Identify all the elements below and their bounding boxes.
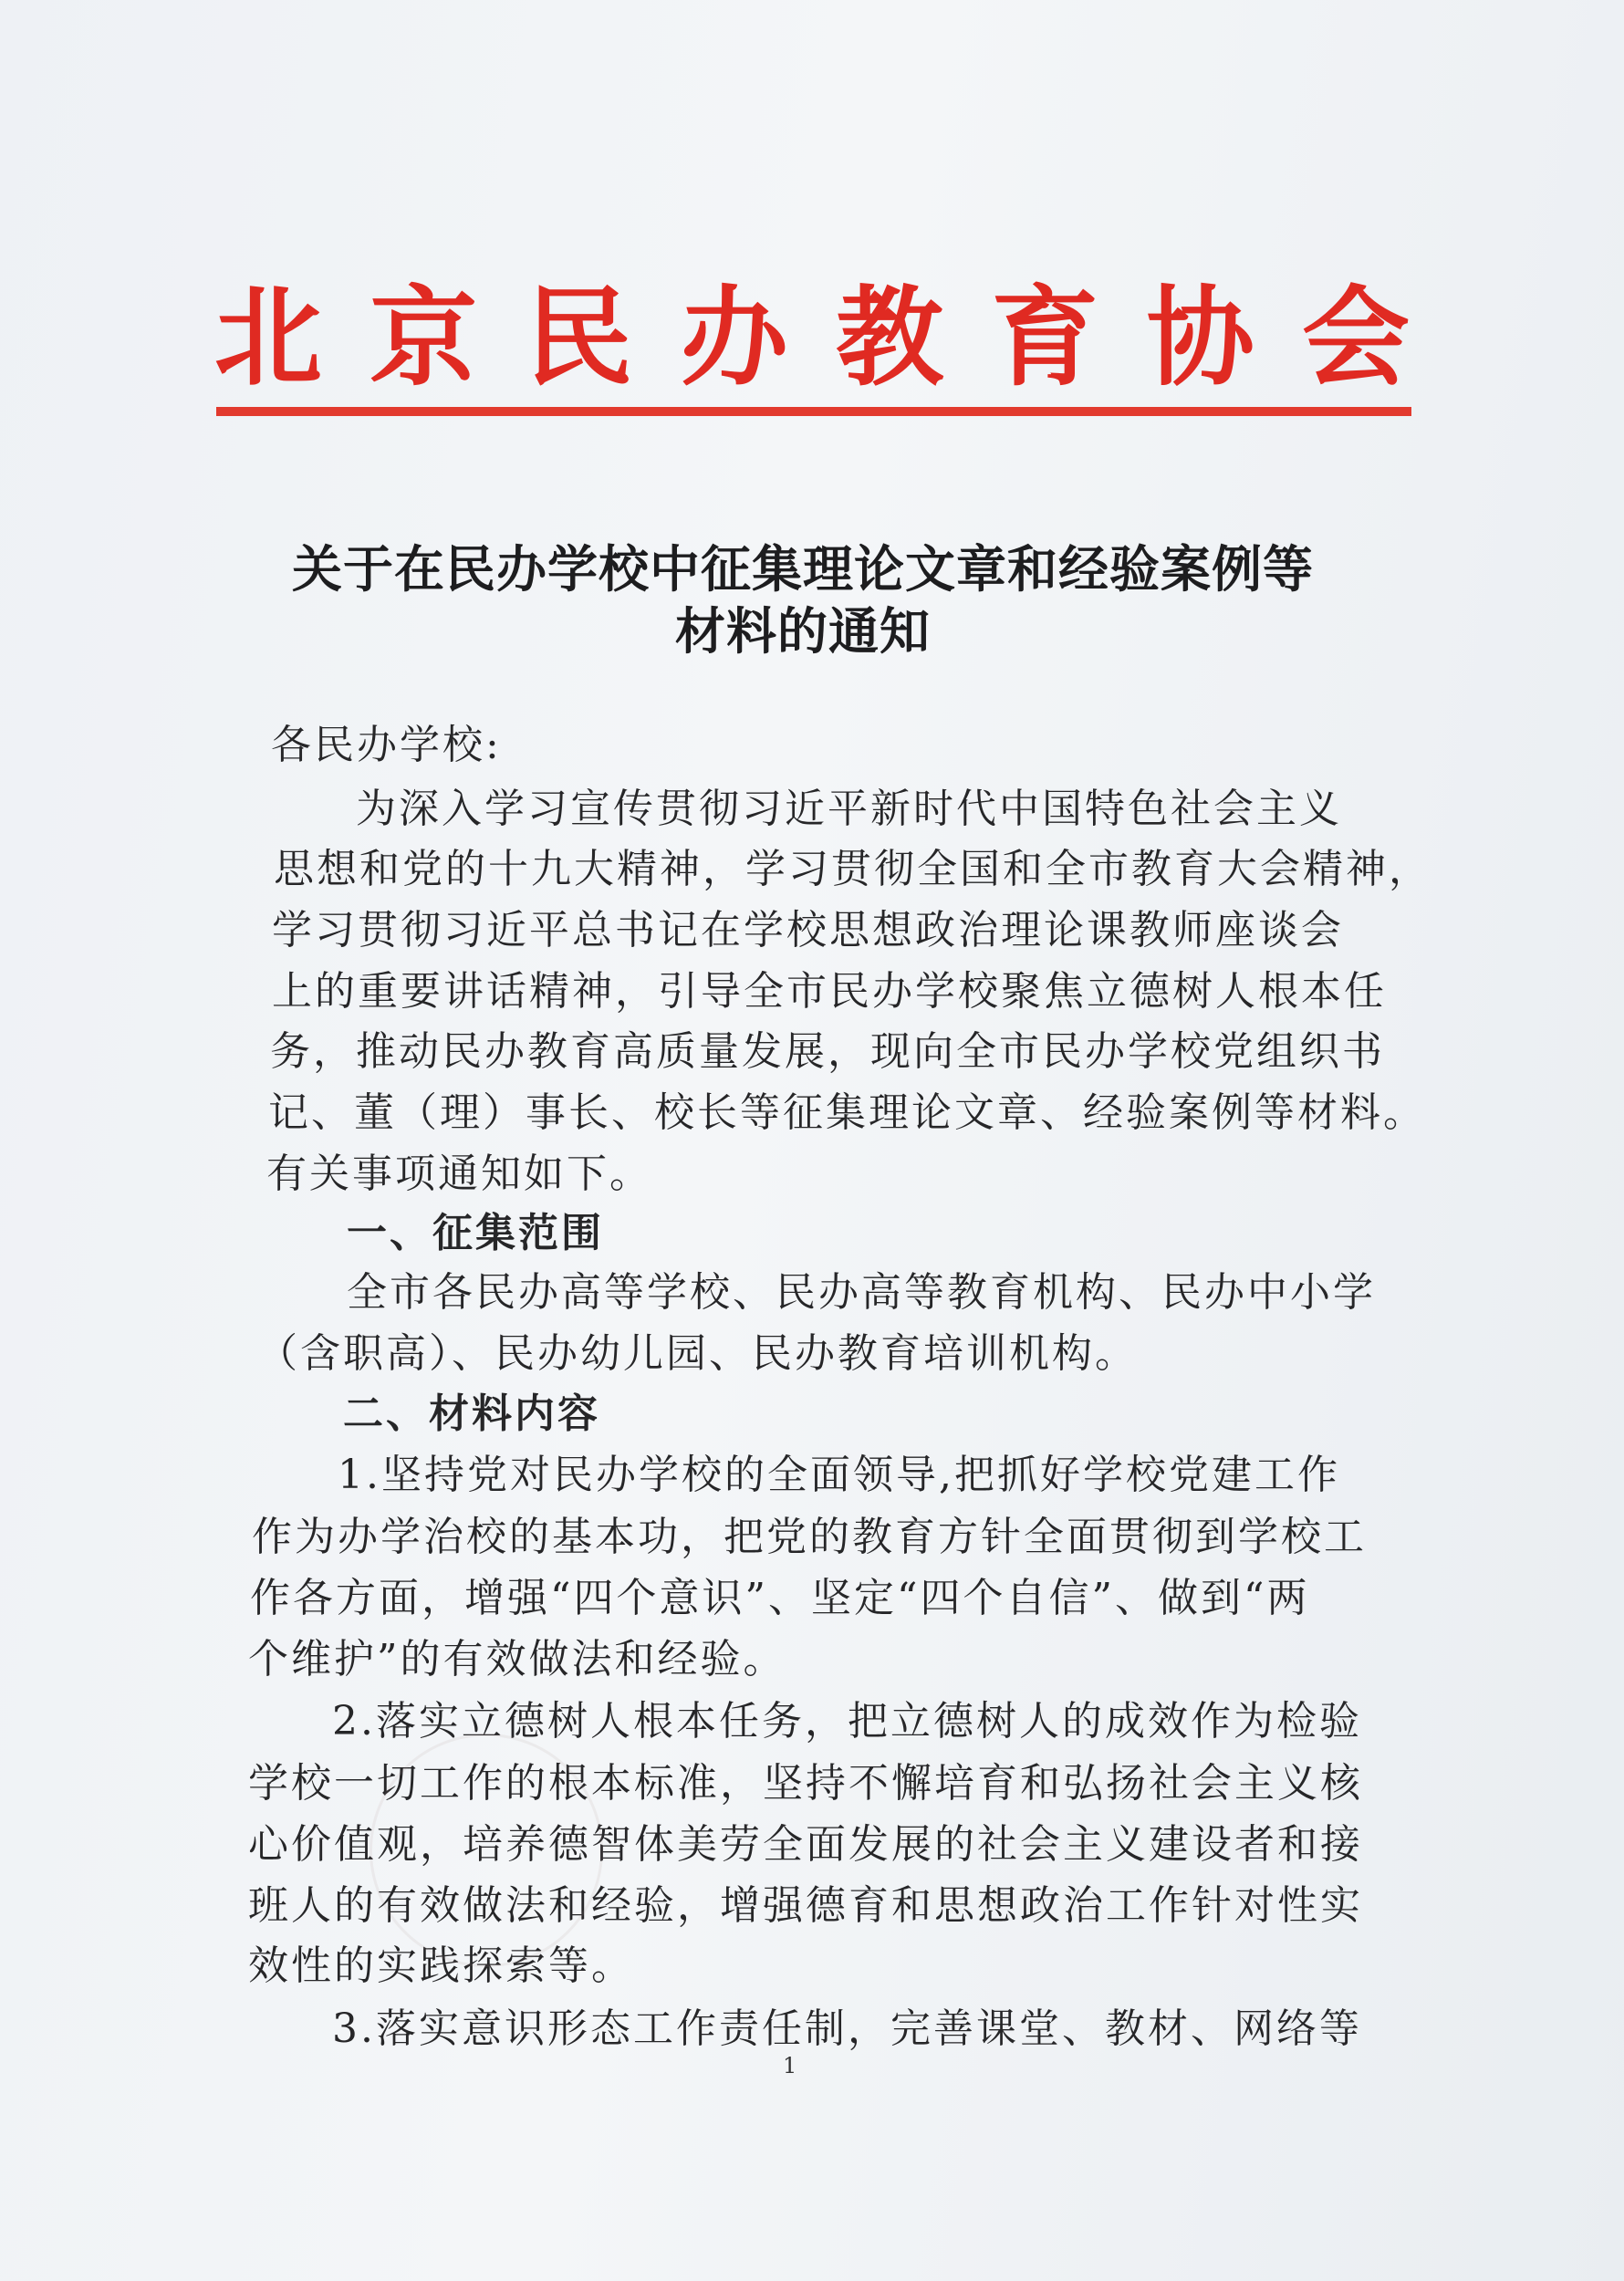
letterhead-divider: [216, 407, 1411, 416]
body-line: 上的重要讲话精神，引导全市民办学校聚焦立德树人根本任: [272, 968, 1387, 1015]
section-heading: 二、材料内容: [343, 1390, 600, 1437]
body-line: 3.落实意识形态工作责任制，完善课堂、教材、网络等: [332, 2005, 1362, 2052]
letterhead-char: 北: [214, 275, 323, 401]
body-line: 记、董（理）事长、校长等征集理论文章、经验案例等材料。: [268, 1089, 1426, 1136]
body-line: 2.落实立德树人根本任务，把立德树人的成效作为检验: [332, 1698, 1362, 1745]
body-line: （含职高）、民办幼儿园、民办教育培训机构。: [257, 1330, 1138, 1377]
body-line: 为深入学习宣传贯彻习近平新时代中国特色社会主义: [356, 786, 1342, 832]
body-line: 务，推动民办教育高质量发展，现向全市民办学校党组织书: [270, 1028, 1385, 1075]
section-heading: 一、征集范围: [347, 1210, 604, 1256]
letterhead-char: 协: [1146, 275, 1254, 401]
letterhead-char: 民: [525, 275, 633, 401]
body-line: 作为办学治校的基本功，把党的教育方针全面贯彻到学校工: [252, 1514, 1367, 1560]
letterhead-char: 教: [836, 275, 944, 401]
letterhead-char: 京: [370, 275, 478, 401]
body-line: 班人的有效做法和经验，增强德育和思想政治工作针对性实: [248, 1882, 1363, 1929]
body-line: 思想和党的十九大精神，学习贯彻全国和全市教育大会精神，: [274, 846, 1431, 892]
body-line: 全市各民办高等学校、民办高等教育机构、民办中小学: [347, 1269, 1376, 1316]
letterhead-char: 会: [1301, 275, 1410, 401]
body-line: 作各方面，增强“四个意识”、坚定“四个自信”、做到“两: [250, 1575, 1310, 1621]
body-line: 学习贯彻习近平总书记在学校思想政治理论课教师座谈会: [272, 907, 1344, 953]
salutation: 各民办学校:: [271, 722, 502, 768]
page-number: 1: [783, 2053, 797, 2078]
letterhead-org-name: [214, 274, 1410, 401]
body-line: 有关事项通知如下。: [266, 1151, 652, 1197]
body-line: 学校一切工作的根本标准，坚持不懈培育和弘扬社会主义核: [248, 1760, 1363, 1807]
body-line: 心价值观，培养德智体美劳全面发展的社会主义建设者和接: [248, 1821, 1363, 1868]
body-line: 1.坚持党对民办学校的全面领导,把抓好学校党建工作: [338, 1452, 1340, 1498]
document-title-line-1: 关于在民办学校中征集理论文章和经验案例等: [291, 539, 1314, 599]
letterhead-char: 办: [680, 275, 788, 401]
body-line: 效性的实践探索等。: [248, 1942, 634, 1989]
body-line: 个维护”的有效做法和经验。: [248, 1636, 786, 1682]
document-title-line-2: 材料的通知: [674, 601, 931, 661]
letterhead-char: 育: [991, 275, 1099, 401]
